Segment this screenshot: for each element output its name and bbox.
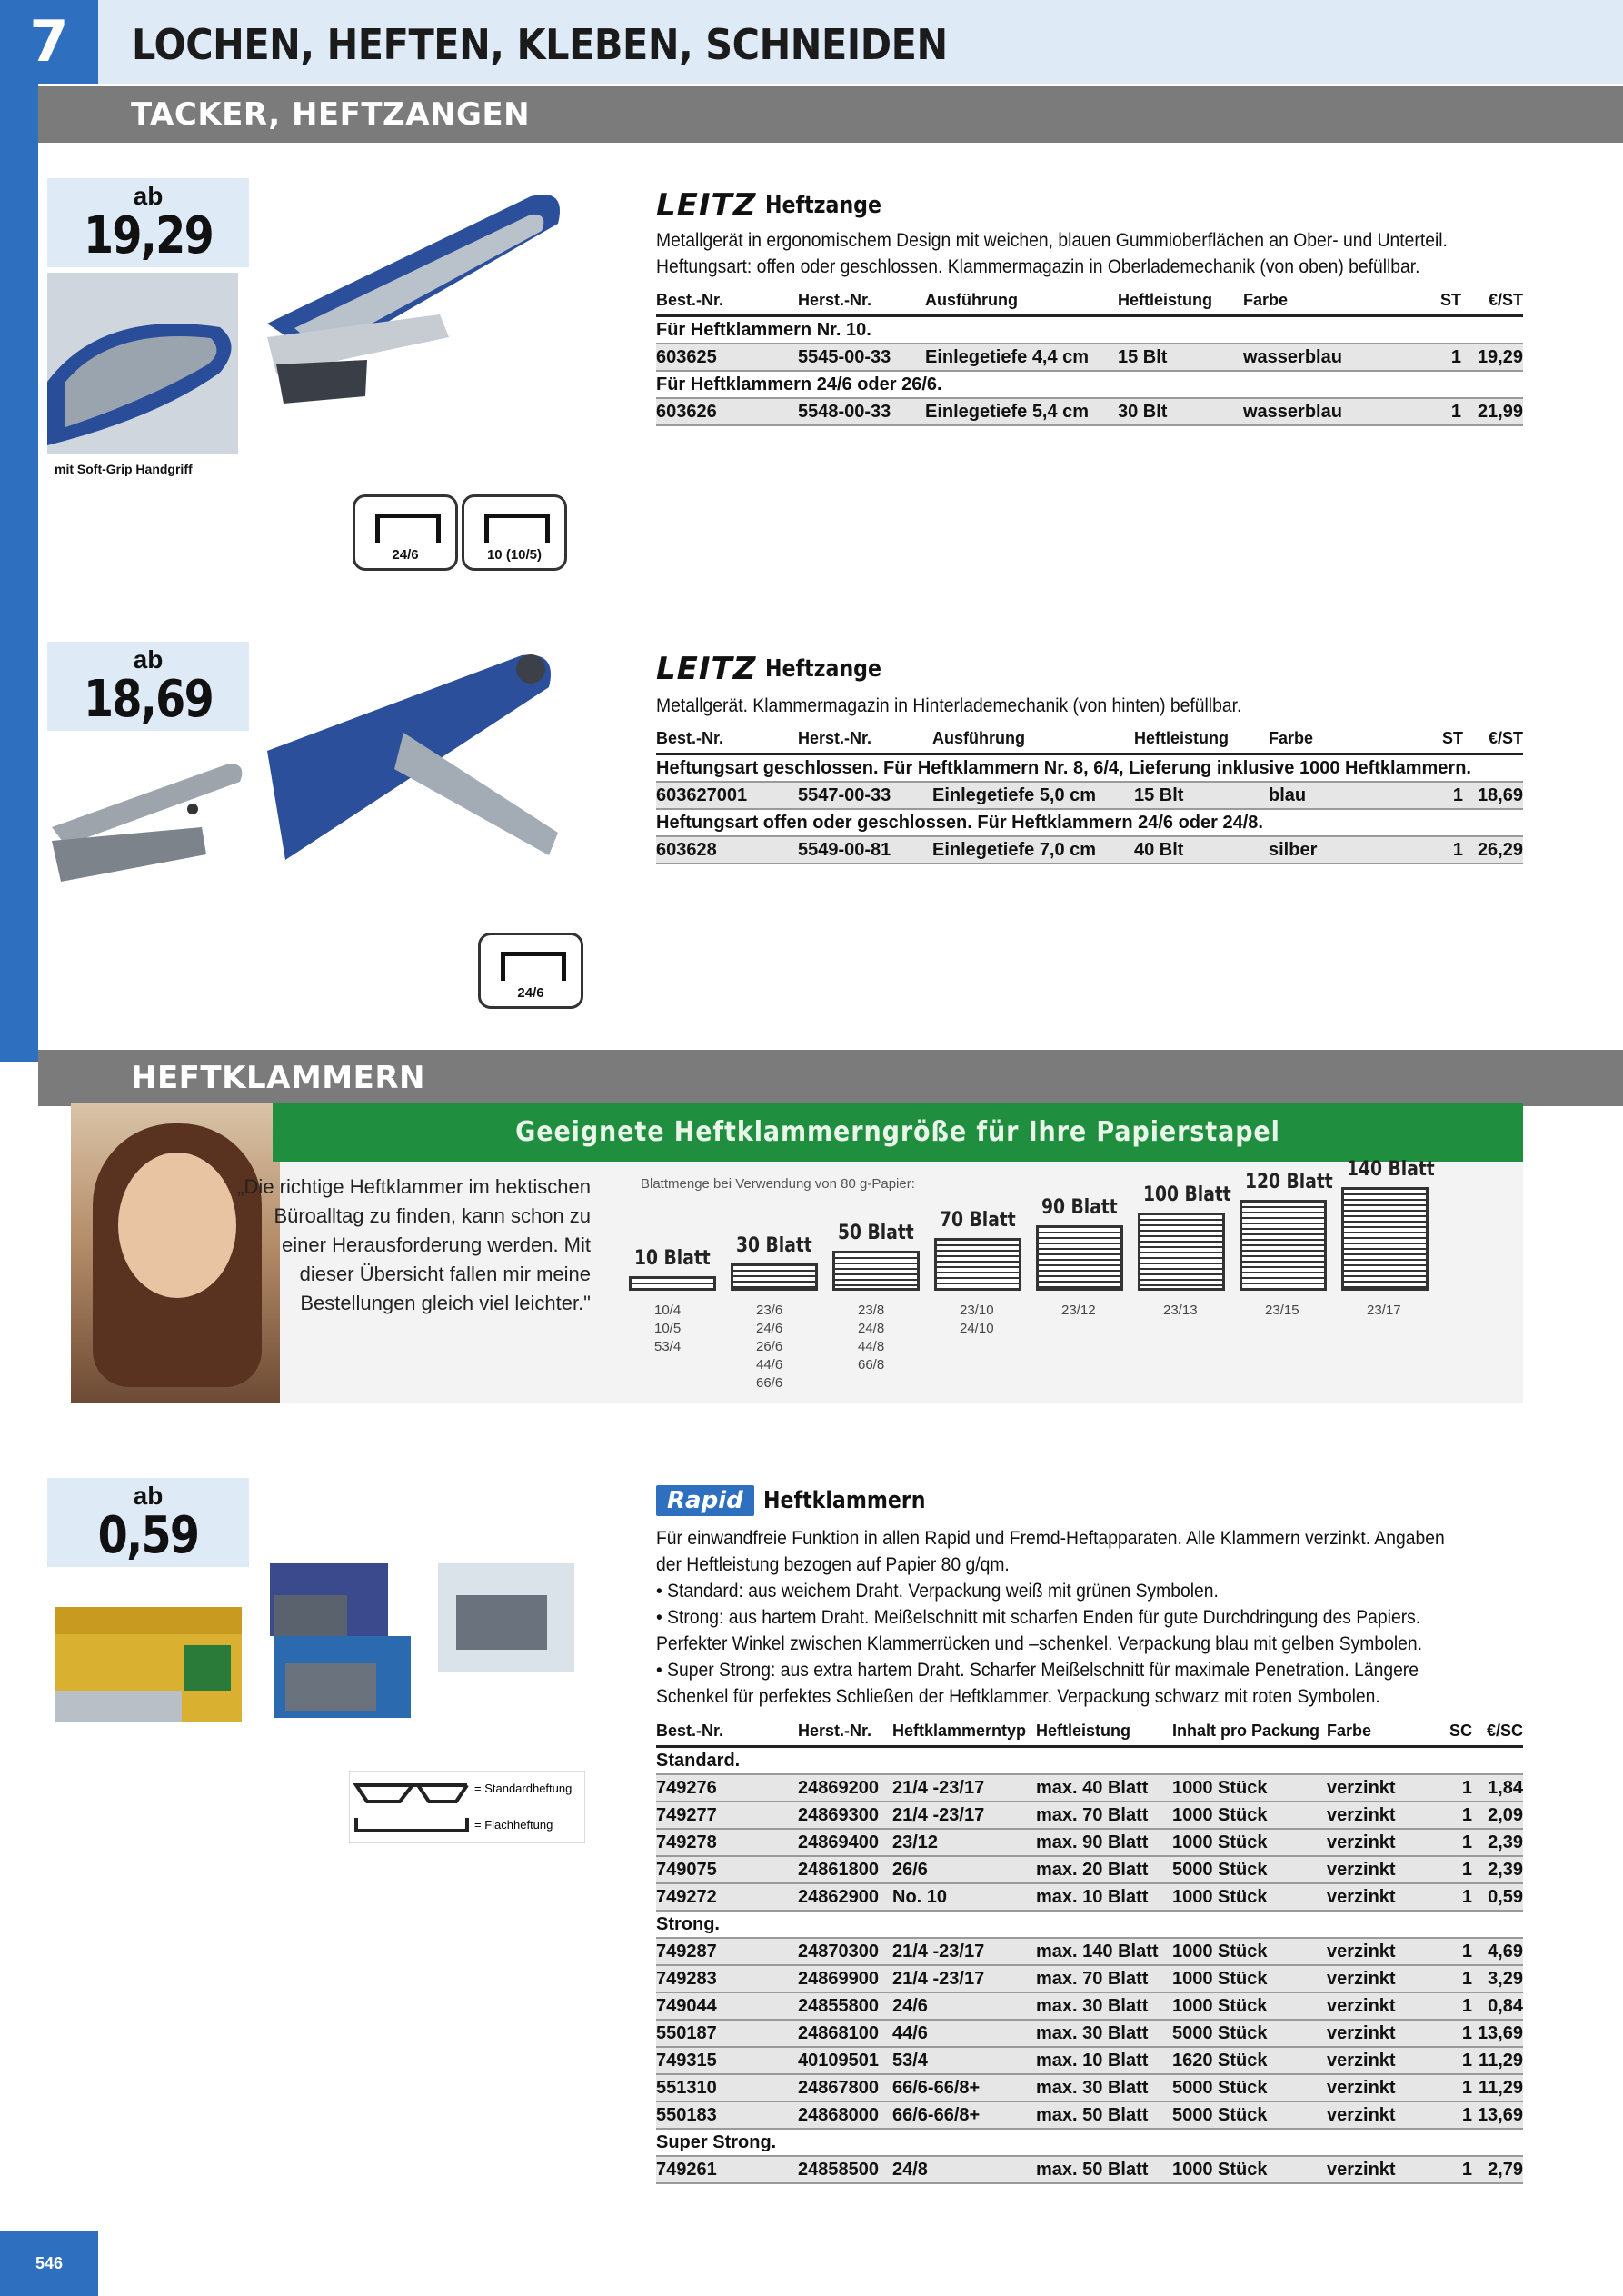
paper-stack-label: 90 Blatt: [1041, 1196, 1118, 1219]
table-cell: 24870300: [798, 1938, 892, 1965]
column-header: Inhalt pro Packung: [1172, 1718, 1327, 1747]
table-cell: 749315: [656, 2047, 798, 2074]
table-cell: 749278: [656, 1829, 798, 1856]
price-prefix: ab: [133, 645, 164, 674]
table-cell: max. 30 Blatt: [1036, 2020, 1172, 2047]
table-cell: verzinkt: [1327, 1774, 1436, 1802]
paper-stack-label: 30 Blatt: [736, 1234, 812, 1257]
column-header: €/ST: [1461, 287, 1523, 316]
table-cell: max. 40 Blatt: [1036, 1774, 1172, 1802]
column-header: Heftleistung: [1134, 725, 1269, 754]
table-cell: 1: [1436, 2101, 1472, 2129]
price-value: 19,29: [83, 206, 214, 265]
price-prefix: ab: [133, 182, 164, 210]
page-number: 546: [0, 2231, 98, 2296]
table-cell: max. 50 Blatt: [1036, 2101, 1172, 2129]
group-row: [656, 316, 1523, 344]
staple-size-list: 23/12: [1061, 1303, 1096, 1318]
table-row: [656, 836, 1523, 863]
table-cell: 1000 Stück: [1172, 1883, 1327, 1911]
paper-stack-label: 140 Blatt: [1347, 1158, 1435, 1181]
table-cell: 2,09: [1472, 1802, 1523, 1829]
staple-size-icon: 10 (10/5): [462, 494, 567, 571]
table-cell: 15 Blt: [1118, 344, 1243, 371]
table-cell: verzinkt: [1327, 1965, 1436, 1992]
group-row: [656, 809, 1523, 836]
table-cell: 1620 Stück: [1172, 2047, 1327, 2074]
section-tacker: TACKER, HEFTZANGEN: [38, 86, 1623, 143]
table-cell: 1: [1414, 782, 1463, 809]
product-description: Metallgerät in ergonomischem Design mit weichen, blauen Gummioberflächen an Ober- und Unterteil. Heftungsart: offen oder geschlossen. Klammermagazin in Oberlademechanik (von oben) befüllbar.: [656, 230, 1448, 277]
staple-boxes-image: [47, 1506, 592, 1745]
info-caption: Blattmenge bei Verwendung von 80 g-Papier:: [641, 1176, 915, 1192]
column-header: Best.-Nr.: [656, 287, 798, 316]
table-cell: verzinkt: [1327, 2020, 1436, 2047]
table-cell: No. 10: [892, 1883, 1036, 1911]
staple-size-list: 23/15: [1265, 1303, 1299, 1318]
table-row: [656, 1856, 1523, 1883]
chapter-number: 7: [0, 0, 98, 84]
table-cell: 5548-00-33: [798, 398, 925, 425]
table-cell: max. 10 Blatt: [1036, 2047, 1172, 2074]
column-header: Heftleistung: [1036, 1718, 1172, 1747]
table-cell: 749276: [656, 1774, 798, 1802]
table-cell: 26/6: [892, 1856, 1036, 1883]
column-header: Heftklammerntyp: [892, 1718, 1036, 1747]
group-row: [656, 1911, 1523, 1938]
paper-stack-label: 120 Blatt: [1245, 1171, 1333, 1193]
table-cell: 1000 Stück: [1172, 1774, 1327, 1802]
table-cell: verzinkt: [1327, 1829, 1436, 1856]
product-table-3: [656, 1718, 1523, 2184]
table-cell: max. 90 Blatt: [1036, 1829, 1172, 1856]
column-header: Herst.-Nr.: [798, 287, 925, 316]
table-cell: Einlegetiefe 7,0 cm: [932, 836, 1134, 863]
table-row: [656, 344, 1523, 371]
table-cell: max. 70 Blatt: [1036, 1965, 1172, 1992]
column-header: Farbe: [1327, 1718, 1436, 1747]
group-row: [656, 2129, 1523, 2156]
staple-size-icon: 24/6: [478, 933, 583, 1009]
table-cell: 749044: [656, 1992, 798, 2020]
column-header: €/SC: [1472, 1718, 1523, 1747]
table-cell: 0,84: [1472, 1992, 1523, 2020]
product-title: Heftzange: [765, 192, 882, 219]
group-label: Standard.: [656, 1747, 1523, 1775]
grip-caption: mit Soft-Grip Handgriff: [55, 462, 193, 476]
table-cell: 5000 Stück: [1172, 2020, 1327, 2047]
table-cell: 1: [1436, 1856, 1472, 1883]
group-label: Für Heftklammern Nr. 10.: [656, 316, 1523, 344]
paper-stack-body: [629, 1276, 716, 1291]
table-cell: 44/6: [892, 2020, 1036, 2047]
column-header: ST: [1416, 287, 1461, 316]
staple-size-list: 10/4 10/5 53/4: [654, 1303, 682, 1354]
table-cell: 1000 Stück: [1172, 1992, 1327, 2020]
table-cell: 24858500: [798, 2156, 892, 2183]
table-cell: 1: [1436, 1883, 1472, 1911]
group-label: Heftungsart offen oder geschlossen. Für Heftklammern 24/6 oder 24/8.: [656, 809, 1523, 836]
table-cell: 550187: [656, 2020, 798, 2047]
table-row: [656, 1938, 1523, 1965]
table-cell: 19,29: [1461, 344, 1523, 371]
table-cell: 1000 Stück: [1172, 2156, 1327, 2183]
table-cell: verzinkt: [1327, 2101, 1436, 2129]
table-cell: 21/4 -23/17: [892, 1965, 1036, 1992]
left-blue-rail: [0, 84, 38, 1062]
staple-size-list: 23/8 24/8 44/8 66/8: [858, 1303, 885, 1373]
column-header: Herst.-Nr.: [798, 1718, 892, 1747]
paper-stack-body: [832, 1251, 920, 1291]
price-box-2: [47, 642, 249, 731]
info-heading: Geeignete Heftklammerngröße für Ihre Papierstapel: [515, 1116, 1280, 1148]
table-cell: 1: [1436, 1829, 1472, 1856]
table-cell: 11,29: [1472, 2074, 1523, 2101]
leitz-logo: LEITZ: [656, 187, 757, 224]
column-header: Ausführung: [932, 725, 1134, 754]
table-cell: 749272: [656, 1883, 798, 1911]
table-cell: 23/12: [892, 1829, 1036, 1856]
woman-face: [118, 1153, 236, 1298]
table-cell: 21/4 -23/17: [892, 1938, 1036, 1965]
table-cell: 603625: [656, 344, 798, 371]
legend-standard: = Standardheftung: [474, 1782, 573, 1795]
table-cell: 749287: [656, 1938, 798, 1965]
table-cell: 749277: [656, 1802, 798, 1829]
paper-stack-body: [731, 1263, 818, 1291]
table-cell: verzinkt: [1327, 2047, 1436, 2074]
heftzange-silver-image: [47, 754, 247, 891]
staple-size-list: 23/17: [1367, 1303, 1401, 1318]
staple-size-list: 23/10 24/10: [960, 1303, 994, 1336]
table-row: [656, 1883, 1523, 1911]
table-cell: 749283: [656, 1965, 798, 1992]
product-table-1: [656, 287, 1523, 426]
table-cell: 1000 Stück: [1172, 1965, 1327, 1992]
table-cell: 1: [1436, 1938, 1472, 1965]
table-cell: 603626: [656, 398, 798, 425]
table-cell: max. 10 Blatt: [1036, 1883, 1172, 1911]
table-cell: 15 Blt: [1134, 782, 1269, 809]
table-cell: 40109501: [798, 2047, 892, 2074]
table-cell: 5547-00-33: [798, 782, 932, 809]
group-label: Super Strong.: [656, 2129, 1523, 2156]
legend-flach: = Flachheftung: [474, 1818, 553, 1832]
table-cell: Einlegetiefe 5,0 cm: [932, 782, 1134, 809]
table-cell: Einlegetiefe 5,4 cm: [925, 398, 1118, 425]
table-row: [656, 1965, 1523, 1992]
heftzange-image-2: [258, 642, 576, 878]
price-value: 0,59: [97, 1506, 199, 1565]
table-cell: 11,29: [1472, 2047, 1523, 2074]
table-cell: silber: [1269, 836, 1414, 863]
table-cell: max. 140 Blatt: [1036, 1938, 1172, 1965]
table-row: [656, 1829, 1523, 1856]
table-cell: 2,39: [1472, 1829, 1523, 1856]
column-header: SC: [1436, 1718, 1472, 1747]
table-cell: 13,69: [1472, 2101, 1523, 2129]
group-row: [656, 754, 1523, 783]
table-cell: verzinkt: [1327, 1802, 1436, 1829]
column-header: Herst.-Nr.: [798, 725, 932, 754]
product-title: Heftzange: [765, 655, 882, 683]
group-label: Heftungsart geschlossen. Für Heftklammern Nr. 8, 6/4, Lieferung inklusive 1000 Heftklammern.: [656, 754, 1523, 783]
table-row: [656, 782, 1523, 809]
table-cell: 21,99: [1461, 398, 1523, 425]
product-description-block: Für einwandfreie Funktion in allen Rapid und Fremd-Heftapparaten. Alle Klammern verzinkt. Angaben der Heftleistung bezogen auf Papier 80 g/qm. • Standard: aus weichem Draht. Verpackung weiß mit grünen Symbolen. • Strong: aus hartem Draht. Meißelschnitt mit scharfen Enden für gute Durchdringung des Papiers. Perfekter Winkel zwischen Klammerrücken und –schenkel. Verpackung blau mit gelben Symbolen. • Super Strong: aus extra hartem Draht. Scharfer Meißelschnitt für maximale Penetration. Längere Schenkel für perfektes Schließen der Heftklammer. Verpackung schwarz mit roten Symbolen.: [656, 1528, 1445, 1707]
table-cell: 24861800: [798, 1856, 892, 1883]
table-cell: blau: [1269, 782, 1414, 809]
table-row: [656, 2020, 1523, 2047]
table-cell: 26,29: [1463, 836, 1523, 863]
table-cell: 21/4 -23/17: [892, 1802, 1036, 1829]
table-cell: 603627001: [656, 782, 798, 809]
column-header: Best.-Nr.: [656, 1718, 798, 1747]
table-row: [656, 2074, 1523, 2101]
table-cell: 1: [1416, 344, 1461, 371]
table-cell: verzinkt: [1327, 2156, 1436, 2183]
table-cell: 40 Blt: [1134, 836, 1269, 863]
table-cell: wasserblau: [1243, 344, 1416, 371]
table-cell: 30 Blt: [1118, 398, 1243, 425]
paper-stack-body: [1036, 1225, 1123, 1291]
table-cell: 749075: [656, 1856, 798, 1883]
column-header: Best.-Nr.: [656, 725, 798, 754]
heftungsart-legend: [349, 1771, 585, 1843]
table-cell: 24869400: [798, 1829, 892, 1856]
table-cell: verzinkt: [1327, 1883, 1436, 1911]
table-cell: 1: [1416, 398, 1461, 425]
table-cell: 24868100: [798, 2020, 892, 2047]
column-header: Ausführung: [925, 287, 1118, 316]
group-label: Strong.: [656, 1911, 1523, 1938]
table-cell: 550183: [656, 2101, 798, 2129]
table-cell: 24867800: [798, 2074, 892, 2101]
paper-stack-body: [1240, 1200, 1327, 1291]
table-cell: max. 30 Blatt: [1036, 2074, 1172, 2101]
table-cell: 18,69: [1463, 782, 1523, 809]
group-row: [656, 1747, 1523, 1775]
table-cell: 1,84: [1472, 1774, 1523, 1802]
table-cell: 1: [1436, 1802, 1472, 1829]
staple-size-icon: 24/6: [353, 494, 458, 571]
table-cell: 5545-00-33: [798, 344, 925, 371]
table-cell: 53/4: [892, 2047, 1036, 2074]
table-cell: verzinkt: [1327, 1856, 1436, 1883]
price-value: 18,69: [83, 670, 214, 729]
table-cell: max. 70 Blatt: [1036, 1802, 1172, 1829]
table-cell: 749261: [656, 2156, 798, 2183]
table-cell: 1000 Stück: [1172, 1938, 1327, 1965]
paper-stack-label: 10 Blatt: [634, 1247, 711, 1270]
table-cell: 1: [1436, 1774, 1472, 1802]
table-cell: verzinkt: [1327, 1992, 1436, 2020]
stapler-grip-image: [47, 273, 238, 454]
group-label: Für Heftklammern 24/6 oder 26/6.: [656, 371, 1523, 398]
heftzange-image-1: [258, 178, 576, 424]
table-row: [656, 1992, 1523, 2020]
table-row: [656, 398, 1523, 425]
table-cell: 66/6-66/8+: [892, 2074, 1036, 2101]
paper-stack-label: 50 Blatt: [838, 1222, 914, 1244]
table-cell: 5000 Stück: [1172, 2074, 1327, 2101]
table-row: [656, 2047, 1523, 2074]
table-cell: max. 30 Blatt: [1036, 1992, 1172, 2020]
table-row: [656, 2156, 1523, 2183]
table-cell: verzinkt: [1327, 1938, 1436, 1965]
table-cell: 1: [1436, 1992, 1472, 2020]
table-cell: wasserblau: [1243, 398, 1416, 425]
table-cell: 1: [1436, 2074, 1472, 2101]
table-cell: 21/4 -23/17: [892, 1774, 1036, 1802]
column-header: Farbe: [1269, 725, 1414, 754]
table-cell: 3,29: [1472, 1965, 1523, 1992]
table-row: [656, 1774, 1523, 1802]
table-cell: 5549-00-81: [798, 836, 932, 863]
price-box-1: [47, 178, 249, 267]
column-header: Farbe: [1243, 287, 1416, 316]
table-cell: verzinkt: [1327, 2074, 1436, 2101]
table-cell: 24869900: [798, 1965, 892, 1992]
table-cell: 4,69: [1472, 1938, 1523, 1965]
paper-stack-label: 100 Blatt: [1143, 1183, 1231, 1206]
table-cell: 24/8: [892, 2156, 1036, 2183]
table-cell: 2,79: [1472, 2156, 1523, 2183]
table-cell: 1: [1436, 1965, 1472, 1992]
table-cell: 551310: [656, 2074, 798, 2101]
table-cell: 1: [1436, 2156, 1472, 2183]
product2-heading: [656, 651, 902, 687]
product3-heading: [656, 1485, 954, 1516]
leitz-logo: LEITZ: [656, 651, 757, 687]
product-title: Heftklammern: [762, 1487, 926, 1514]
paper-stack-body: [934, 1238, 1021, 1291]
table-row: [656, 2101, 1523, 2129]
column-header: ST: [1414, 725, 1463, 754]
table-cell: 1000 Stück: [1172, 1802, 1327, 1829]
table-cell: 1: [1436, 2020, 1472, 2047]
table-row: [656, 1802, 1523, 1829]
table-cell: max. 20 Blatt: [1036, 1856, 1172, 1883]
product1-heading: [656, 187, 902, 224]
table-cell: max. 50 Blatt: [1036, 2156, 1172, 2183]
table-cell: 2,39: [1472, 1856, 1523, 1883]
paper-stack-label: 70 Blatt: [940, 1209, 1016, 1232]
table-cell: 0,59: [1472, 1883, 1523, 1911]
table-cell: 24855800: [798, 1992, 892, 2020]
table-cell: 13,69: [1472, 2020, 1523, 2047]
section-heftklammern: HEFTKLAMMERN: [38, 1050, 1623, 1106]
paper-stack-body: [1341, 1187, 1429, 1291]
group-row: [656, 371, 1523, 398]
product-description: Metallgerät. Klammermagazin in Hinterlademechanik (von hinten) befüllbar.: [656, 695, 1242, 716]
column-header: €/ST: [1463, 725, 1523, 754]
table-cell: 1: [1414, 836, 1463, 863]
table-cell: Einlegetiefe 4,4 cm: [925, 344, 1118, 371]
staple-size-list: 23/13: [1163, 1303, 1198, 1318]
staple-size-list: 23/6 24/6 26/6 44/6 66/6: [756, 1303, 783, 1391]
table-cell: 603628: [656, 836, 798, 863]
customer-quote: „Die richtige Heftklammer im hektischen Büroalltag zu finden, kann schon zu einer Herausforderung werden. Mit dieser Übersicht fallen mir meine Bestellungen gleich viel leichter.": [237, 1175, 591, 1314]
table-cell: 24/6: [892, 1992, 1036, 2020]
product-table-2: [656, 725, 1523, 864]
price-prefix: ab: [133, 1482, 164, 1510]
table-cell: 5000 Stück: [1172, 2101, 1327, 2129]
table-cell: 1000 Stück: [1172, 1829, 1327, 1856]
table-cell: 24869300: [798, 1802, 892, 1829]
paper-stack-body: [1138, 1213, 1225, 1291]
table-cell: 24869200: [798, 1774, 892, 1802]
table-cell: 5000 Stück: [1172, 1856, 1327, 1883]
table-cell: 24862900: [798, 1883, 892, 1911]
table-cell: 66/6-66/8+: [892, 2101, 1036, 2129]
rapid-logo: Rapid: [656, 1485, 754, 1516]
table-cell: 1: [1436, 2047, 1472, 2074]
column-header: Heftleistung: [1118, 287, 1243, 316]
page-title: LOCHEN, HEFTEN, KLEBEN, SCHNEIDEN: [132, 20, 948, 69]
table-cell: 24868000: [798, 2101, 892, 2129]
